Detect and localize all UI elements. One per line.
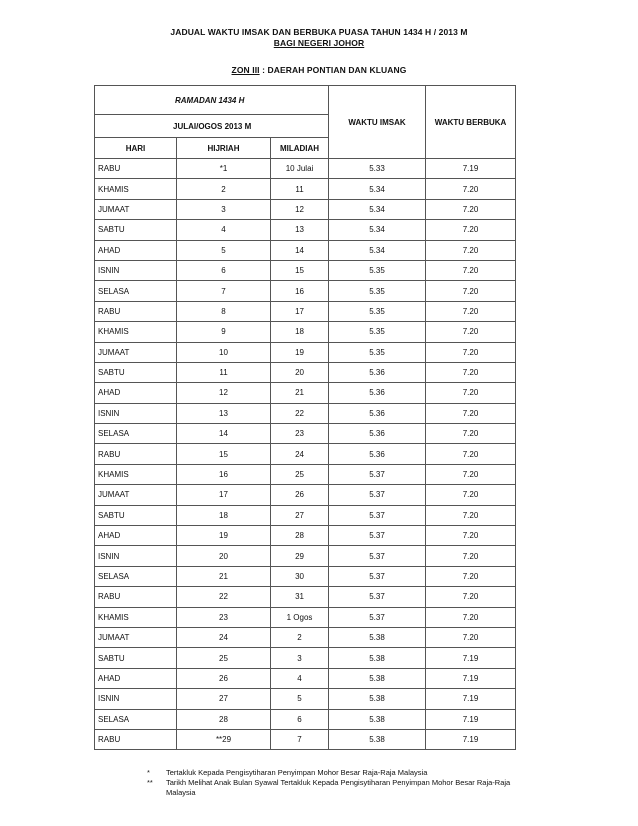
day-cell: KHAMIS [95, 179, 177, 199]
table-row [95, 260, 516, 280]
day-cell: AHAD [95, 240, 177, 260]
table-row [95, 342, 516, 362]
day-cell: KHAMIS [95, 322, 177, 342]
table-row [95, 587, 516, 607]
miladiah-cell: 30 [271, 566, 329, 586]
berbuka-cell: 7.20 [426, 424, 516, 444]
day-cell: JUMAAT [95, 485, 177, 505]
imsak-cell: 5.34 [329, 220, 426, 240]
berbuka-cell: 7.19 [426, 709, 516, 729]
table-row [95, 179, 516, 199]
miladiah-cell: 28 [271, 526, 329, 546]
table-row [95, 159, 516, 179]
miladiah-cell: 24 [271, 444, 329, 464]
day-cell: RABU [95, 729, 177, 749]
day-cell: RABU [95, 159, 177, 179]
hijriah-cell: 10 [177, 342, 271, 362]
day-cell: ISNIN [95, 546, 177, 566]
berbuka-cell: 7.19 [426, 648, 516, 668]
document-subtitle: BAGI NEGERI JOHOR [273, 38, 365, 48]
hijriah-cell: 4 [177, 220, 271, 240]
hijriah-cell: 15 [177, 444, 271, 464]
day-cell: SELASA [95, 709, 177, 729]
miladiah-cell: 29 [271, 546, 329, 566]
col-imsak: WAKTU IMSAK [329, 86, 426, 159]
miladiah-cell: 1 Ogos [271, 607, 329, 627]
day-cell: SABTU [95, 505, 177, 525]
day-cell: ISNIN [95, 260, 177, 280]
table-row [95, 505, 516, 525]
day-cell: AHAD [95, 526, 177, 546]
miladiah-cell: 25 [271, 464, 329, 484]
table-row [95, 668, 516, 688]
hijriah-cell: 20 [177, 546, 271, 566]
miladiah-cell: 16 [271, 281, 329, 301]
hijriah-cell: 14 [177, 424, 271, 444]
hijriah-cell: 12 [177, 383, 271, 403]
document-title: JADUAL WAKTU IMSAK DAN BERBUKA PUASA TAHUN 1434 H / 2013 M [170, 27, 468, 37]
day-cell: JUMAAT [95, 627, 177, 647]
hijriah-cell: 5 [177, 240, 271, 260]
miladiah-cell: 10 Julai [271, 159, 329, 179]
footnote-1 [147, 768, 536, 778]
footnote-mark: ** [147, 778, 153, 787]
hijriah-cell: 18 [177, 505, 271, 525]
table-row [95, 485, 516, 505]
imsak-cell: 5.33 [329, 159, 426, 179]
miladiah-cell: 5 [271, 689, 329, 709]
footnotes [147, 768, 536, 798]
day-cell: SELASA [95, 424, 177, 444]
table-row [95, 566, 516, 586]
berbuka-cell: 7.20 [426, 322, 516, 342]
hijriah-cell: *1 [177, 159, 271, 179]
col-hijriah: HIJRIAH [177, 138, 271, 159]
berbuka-cell: 7.20 [426, 485, 516, 505]
miladiah-cell: 26 [271, 485, 329, 505]
zone-heading [0, 65, 638, 75]
day-cell: KHAMIS [95, 607, 177, 627]
hijriah-cell: 26 [177, 668, 271, 688]
col-hari: HARI [95, 138, 177, 159]
hijriah-cell: 11 [177, 362, 271, 382]
imsak-cell: 5.37 [329, 464, 426, 484]
imsak-cell: 5.34 [329, 199, 426, 219]
timetable-body [95, 159, 516, 750]
hijriah-cell: 24 [177, 627, 271, 647]
imsak-cell: 5.38 [329, 689, 426, 709]
miladiah-cell: 31 [271, 587, 329, 607]
hijriah-cell: 8 [177, 301, 271, 321]
miladiah-cell: 11 [271, 179, 329, 199]
day-cell: JUMAAT [95, 199, 177, 219]
footnote-mark: * [147, 768, 150, 777]
miladiah-cell: 6 [271, 709, 329, 729]
footnote-text: Tarikh Melihat Anak Bulan Syawal Tertakluk Kepada Pengisytiharan Penyimpan Mohor Besar Raja-Raja Malaysia [166, 778, 511, 797]
miladiah-cell: 15 [271, 260, 329, 280]
table-row [95, 607, 516, 627]
imsak-cell: 5.34 [329, 240, 426, 260]
imsak-cell: 5.35 [329, 281, 426, 301]
imsak-cell: 5.35 [329, 342, 426, 362]
berbuka-cell: 7.19 [426, 689, 516, 709]
berbuka-cell: 7.20 [426, 260, 516, 280]
hijriah-cell: 7 [177, 281, 271, 301]
hijriah-cell: **29 [177, 729, 271, 749]
table-row [95, 444, 516, 464]
berbuka-cell: 7.20 [426, 587, 516, 607]
imsak-cell: 5.38 [329, 668, 426, 688]
hijriah-cell: 3 [177, 199, 271, 219]
day-cell: JUMAAT [95, 342, 177, 362]
table-row [95, 240, 516, 260]
miladiah-cell: 4 [271, 668, 329, 688]
berbuka-cell: 7.20 [426, 362, 516, 382]
berbuka-cell: 7.20 [426, 240, 516, 260]
col-berbuka: WAKTU BERBUKA [426, 86, 516, 159]
imsak-cell: 5.38 [329, 729, 426, 749]
table-row [95, 546, 516, 566]
berbuka-cell: 7.20 [426, 220, 516, 240]
table-row [95, 383, 516, 403]
berbuka-cell: 7.20 [426, 199, 516, 219]
day-cell: SABTU [95, 220, 177, 240]
month-hijri-cell [95, 86, 329, 115]
berbuka-cell: 7.20 [426, 383, 516, 403]
berbuka-cell: 7.20 [426, 464, 516, 484]
imsak-cell: 5.38 [329, 648, 426, 668]
table-row [95, 709, 516, 729]
day-cell: SELASA [95, 281, 177, 301]
timetable [94, 85, 516, 750]
berbuka-cell: 7.20 [426, 342, 516, 362]
imsak-cell: 5.37 [329, 546, 426, 566]
berbuka-cell: 7.20 [426, 546, 516, 566]
table-row [95, 281, 516, 301]
col-miladiah: MILADIAH [271, 138, 329, 159]
miladiah-cell: 18 [271, 322, 329, 342]
imsak-cell: 5.34 [329, 179, 426, 199]
table-row [95, 199, 516, 219]
hijriah-cell: 23 [177, 607, 271, 627]
table-row [95, 362, 516, 382]
miladiah-cell: 13 [271, 220, 329, 240]
table-row [95, 464, 516, 484]
imsak-cell: 5.36 [329, 403, 426, 423]
hijriah-cell: 13 [177, 403, 271, 423]
day-cell: RABU [95, 301, 177, 321]
month-hijri: RAMADAN 1434 H [175, 95, 245, 105]
berbuka-cell: 7.20 [426, 403, 516, 423]
day-cell: KHAMIS [95, 464, 177, 484]
hijriah-cell: 2 [177, 179, 271, 199]
berbuka-cell: 7.20 [426, 607, 516, 627]
berbuka-cell: 7.20 [426, 444, 516, 464]
zone-text: : DAERAH PONTIAN DAN KLUANG [259, 65, 407, 75]
day-cell: AHAD [95, 383, 177, 403]
hijriah-cell: 17 [177, 485, 271, 505]
day-cell: AHAD [95, 668, 177, 688]
hijriah-cell: 22 [177, 587, 271, 607]
month-greg: JULAI/OGOS 2013 M [95, 115, 329, 138]
miladiah-cell: 14 [271, 240, 329, 260]
miladiah-cell: 17 [271, 301, 329, 321]
miladiah-cell: 7 [271, 729, 329, 749]
imsak-cell: 5.37 [329, 526, 426, 546]
day-cell: SABTU [95, 362, 177, 382]
imsak-cell: 5.36 [329, 444, 426, 464]
table-row [95, 301, 516, 321]
berbuka-cell: 7.20 [426, 526, 516, 546]
imsak-cell: 5.37 [329, 505, 426, 525]
berbuka-cell: 7.19 [426, 159, 516, 179]
imsak-cell: 5.37 [329, 566, 426, 586]
berbuka-cell: 7.20 [426, 566, 516, 586]
footnote-text: Tertakluk Kepada Pengisytiharan Penyimpan Mohor Besar Raja-Raja Malaysia [166, 768, 428, 777]
day-cell: SABTU [95, 648, 177, 668]
imsak-cell: 5.37 [329, 587, 426, 607]
imsak-cell: 5.36 [329, 424, 426, 444]
miladiah-cell: 23 [271, 424, 329, 444]
imsak-cell: 5.35 [329, 322, 426, 342]
berbuka-cell: 7.20 [426, 179, 516, 199]
hijriah-cell: 27 [177, 689, 271, 709]
miladiah-cell: 22 [271, 403, 329, 423]
day-cell: RABU [95, 587, 177, 607]
table-row [95, 424, 516, 444]
imsak-cell: 5.38 [329, 627, 426, 647]
hijriah-cell: 19 [177, 526, 271, 546]
hijriah-cell: 9 [177, 322, 271, 342]
hijriah-cell: 16 [177, 464, 271, 484]
day-cell: ISNIN [95, 403, 177, 423]
berbuka-cell: 7.20 [426, 627, 516, 647]
miladiah-cell: 2 [271, 627, 329, 647]
berbuka-cell: 7.19 [426, 729, 516, 749]
berbuka-cell: 7.20 [426, 281, 516, 301]
berbuka-cell: 7.20 [426, 505, 516, 525]
table-row [95, 648, 516, 668]
miladiah-cell: 27 [271, 505, 329, 525]
imsak-cell: 5.36 [329, 383, 426, 403]
imsak-cell: 5.38 [329, 709, 426, 729]
table-row [95, 322, 516, 342]
table-row [95, 627, 516, 647]
hijriah-cell: 25 [177, 648, 271, 668]
table-row [95, 729, 516, 749]
hijriah-cell: 6 [177, 260, 271, 280]
imsak-cell: 5.37 [329, 485, 426, 505]
table-row [95, 526, 516, 546]
zone-label: ZON III [231, 65, 260, 75]
berbuka-cell: 7.20 [426, 301, 516, 321]
miladiah-cell: 19 [271, 342, 329, 362]
hijriah-cell: 21 [177, 566, 271, 586]
imsak-cell: 5.35 [329, 301, 426, 321]
day-cell: SELASA [95, 566, 177, 586]
berbuka-cell: 7.19 [426, 668, 516, 688]
table-row [95, 689, 516, 709]
miladiah-cell: 21 [271, 383, 329, 403]
imsak-cell: 5.37 [329, 607, 426, 627]
imsak-cell: 5.36 [329, 362, 426, 382]
footnote-2 [147, 778, 536, 798]
day-cell: RABU [95, 444, 177, 464]
imsak-cell: 5.35 [329, 260, 426, 280]
miladiah-cell: 20 [271, 362, 329, 382]
table-row [95, 403, 516, 423]
day-cell: ISNIN [95, 689, 177, 709]
hijriah-cell: 28 [177, 709, 271, 729]
table-row [95, 220, 516, 240]
miladiah-cell: 3 [271, 648, 329, 668]
miladiah-cell: 12 [271, 199, 329, 219]
